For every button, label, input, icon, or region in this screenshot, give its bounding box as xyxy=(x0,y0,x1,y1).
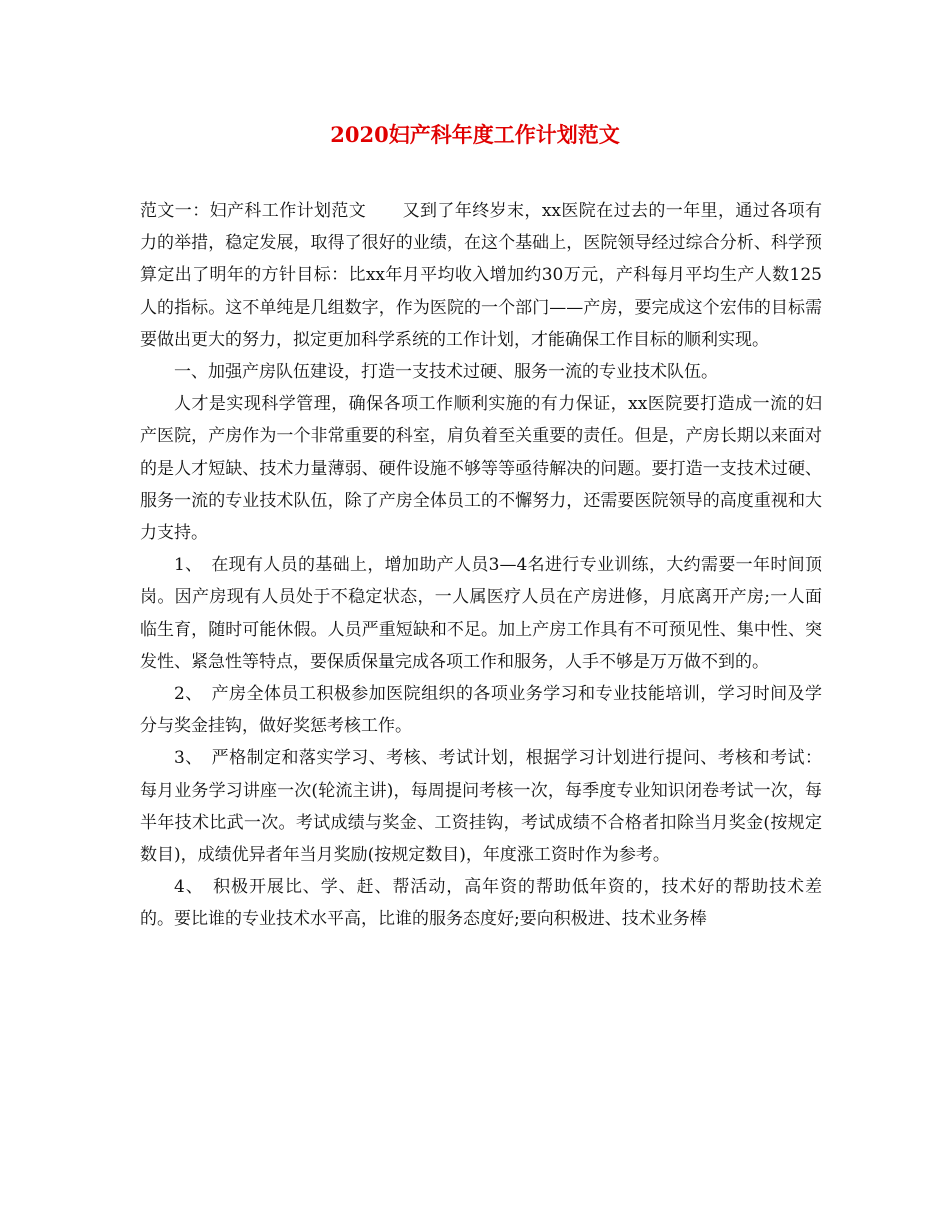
item-4-paragraph: 4、 积极开展比、学、赶、帮活动，高年资的帮助低年资的，技术好的帮助技术差的。要比谁的专业技术水平高，比谁的服务态度好;要向积极进、技术业务棒 xyxy=(140,877,822,930)
document-title: 2020妇产科年度工作计划范文 xyxy=(330,122,620,147)
item-1-paragraph: 1、 在现有人员的基础上，增加助产人员3—4名进行专业训练，大约需要一年时间顶岗。因产房现有人员处于不稳定状态，一人属医疗人员在产房进修，月底离开产房;一人面临生育，随时可能休假。人员严重短缺和不足。加上产房工作具有不可预见性、集中性、突发性、紧急性等特点，要保质保量完成各项工作和服务，人手不够是万万做不到的。 xyxy=(140,555,822,672)
intro-label: 范文一：妇产科工作计划范文 xyxy=(140,201,367,221)
item-3-paragraph: 3、 严格制定和落实学习、考核、考试计划，根据学习计划进行提问、考核和考试：每月业务学习讲座一次(轮流主讲)，每周提问考核一次，每季度专业知识闭卷考试一次，每半年技术比武一次。考试成绩与奖金、工资挂钩，考试成绩不合格者扣除当月奖金(按规定数目)，成绩优异者年当月奖励(按规定数目)，年度涨工资时作为参考。 xyxy=(140,748,822,866)
item-2-paragraph: 2、 产房全体员工积极参加医院组织的各项业务学习和专业技能培训，学习时间及学分与奖金挂钩，做好奖惩考核工作。 xyxy=(140,684,822,737)
document-body xyxy=(140,195,822,936)
section1-heading: 一、加强产房队伍建设，打造一支技术过硬、服务一流的专业技术队伍。 xyxy=(174,362,718,383)
intro-text: 又到了年终岁末，xx医院在过去的一年里，通过各项有力的举措，稳定发展，取得了很好的业绩，在这个基础上，医院领导经过综合分析、科学预算定出了明年的方针目标：比xx年月平均收入增加约30万元，产科每月平均生产人数125人的指标。这不单纯是几组数字，作为医院的一个部门——产房，要完成这个宏伟的目标需要做出更大的努力，拟定更加科学系统的工作计划，才能确保工作目标的顺利实现。 xyxy=(140,201,823,350)
section1-paragraph: 人才是实现科学管理，确保各项工作顺利实施的有力保证，xx医院要打造成一流的妇产医院，产房作为一个非常重要的科室，肩负着至关重要的责任。但是，产房长期以来面对的是人才短缺、技术力量薄弱、硬件设施不够等等亟待解决的问题。要打造一支技术过硬、服务一流的专业技术队伍，除了产房全体员工的不懈努力，还需要医院领导的高度重视和大力支持。 xyxy=(140,394,822,544)
intro-paragraph xyxy=(140,195,822,356)
